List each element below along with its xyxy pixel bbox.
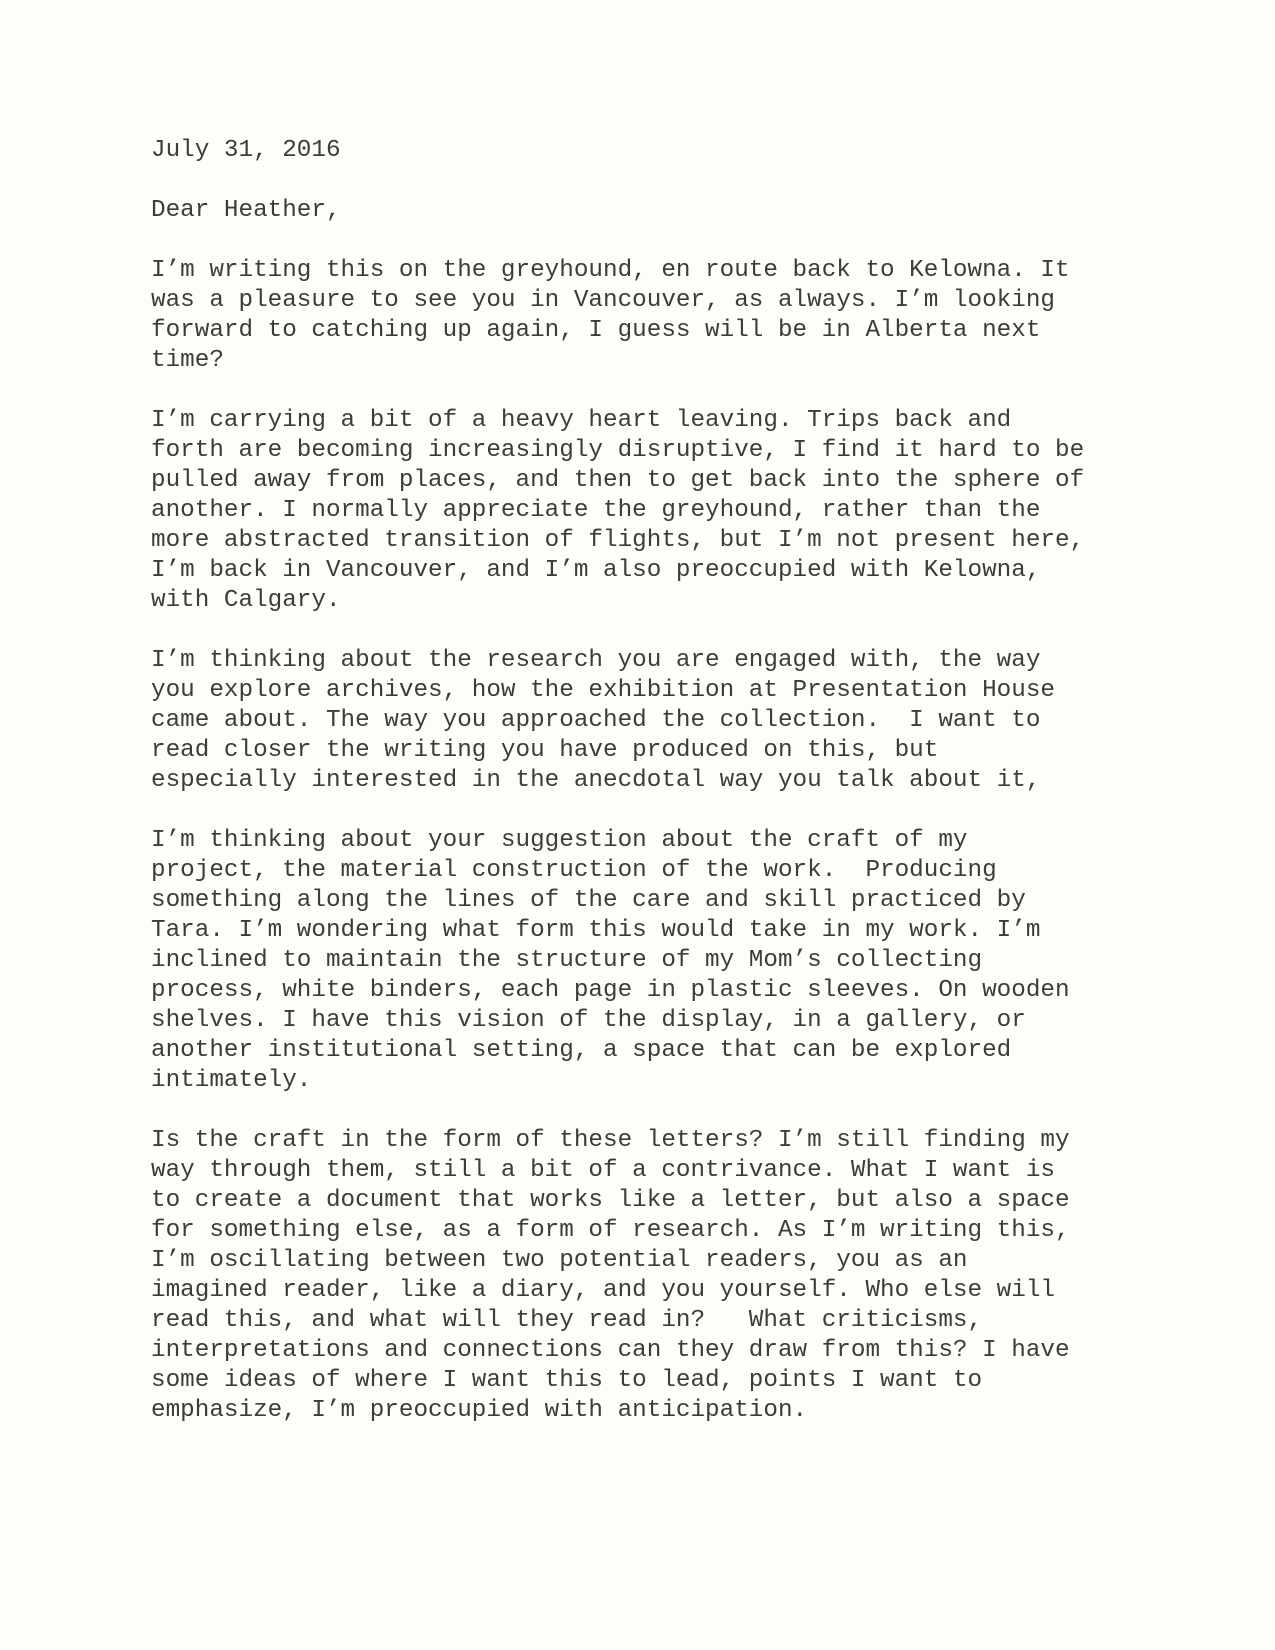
- paragraph-line: I’m back in Vancouver, and I’m also preoccupied with Kelowna,: [151, 557, 1041, 584]
- paragraph-line: I’m oscillating between two potential readers, you as an: [151, 1247, 968, 1274]
- paragraph-line: read closer the writing you have produced on this, but: [151, 737, 939, 764]
- paragraph-line: another. I normally appreciate the greyhound, rather than the: [151, 497, 1041, 524]
- paragraph-line: I’m writing this on the greyhound, en route back to Kelowna. It: [151, 257, 1070, 284]
- paragraph-line: way through them, still a bit of a contrivance. What I want is: [151, 1157, 1055, 1184]
- paragraph-line: another institutional setting, a space that can be explored: [151, 1037, 1012, 1064]
- paragraph-line: Tara. I’m wondering what form this would take in my work. I’m: [151, 917, 1041, 944]
- paragraph-line: more abstracted transition of flights, but I’m not present here,: [151, 527, 1085, 554]
- paragraph-1: [151, 256, 1151, 376]
- letter-salutation: Dear Heather,: [151, 197, 341, 224]
- letter-date: July 31, 2016: [151, 137, 341, 164]
- paragraph-line: imagined reader, like a diary, and you yourself. Who else will: [151, 1277, 1055, 1304]
- paragraph-line: I’m carrying a bit of a heavy heart leaving. Trips back and: [151, 407, 1012, 434]
- paragraph-line: inclined to maintain the structure of my Mom’s collecting: [151, 947, 983, 974]
- paragraph-line: came about. The way you approached the collection. I want to: [151, 707, 1041, 734]
- paragraph-2: [151, 406, 1151, 616]
- paragraph-line: I’m thinking about the research you are engaged with, the way: [151, 647, 1041, 674]
- paragraph-line: read this, and what will they read in? What criticisms,: [151, 1307, 983, 1334]
- paragraph-line: forward to catching up again, I guess will be in Alberta next: [151, 317, 1041, 344]
- paragraph-line: time?: [151, 347, 224, 374]
- paragraph-3: [151, 646, 1151, 796]
- spacer: [151, 166, 1151, 196]
- paragraph-line: process, white binders, each page in plastic sleeves. On wooden: [151, 977, 1070, 1004]
- paragraph-4: [151, 826, 1151, 1096]
- paragraph-line: something along the lines of the care and skill practiced by: [151, 887, 1026, 914]
- paragraph-line: with Calgary.: [151, 587, 341, 614]
- spacer: [151, 1096, 1151, 1126]
- paragraph-5: [151, 1126, 1151, 1426]
- paragraph-line: especially interested in the anecdotal way you talk about it,: [151, 767, 1041, 794]
- paragraph-line: intimately.: [151, 1067, 312, 1094]
- paragraph-line: project, the material construction of the work. Producing: [151, 857, 997, 884]
- spacer: [151, 226, 1151, 256]
- paragraph-line: Is the craft in the form of these letters? I’m still finding my: [151, 1127, 1070, 1154]
- spacer: [151, 376, 1151, 406]
- letter-page: [151, 136, 1151, 1426]
- paragraph-line: forth are becoming increasingly disruptive, I find it hard to be: [151, 437, 1085, 464]
- paragraph-line: pulled away from places, and then to get back into the sphere of: [151, 467, 1085, 494]
- paragraph-line: interpretations and connections can they draw from this? I have: [151, 1337, 1070, 1364]
- paragraph-line: to create a document that works like a letter, but also a space: [151, 1187, 1070, 1214]
- spacer: [151, 796, 1151, 826]
- paragraph-line: I’m thinking about your suggestion about the craft of my: [151, 827, 968, 854]
- paragraph-line: shelves. I have this vision of the display, in a gallery, or: [151, 1007, 1026, 1034]
- paragraph-line: was a pleasure to see you in Vancouver, as always. I’m looking: [151, 287, 1055, 314]
- paragraph-line: for something else, as a form of research. As I’m writing this,: [151, 1217, 1070, 1244]
- paragraph-line: you explore archives, how the exhibition at Presentation House: [151, 677, 1055, 704]
- paragraph-line: emphasize, I’m preoccupied with anticipation.: [151, 1397, 808, 1424]
- spacer: [151, 616, 1151, 646]
- paragraph-line: some ideas of where I want this to lead, points I want to: [151, 1367, 983, 1394]
